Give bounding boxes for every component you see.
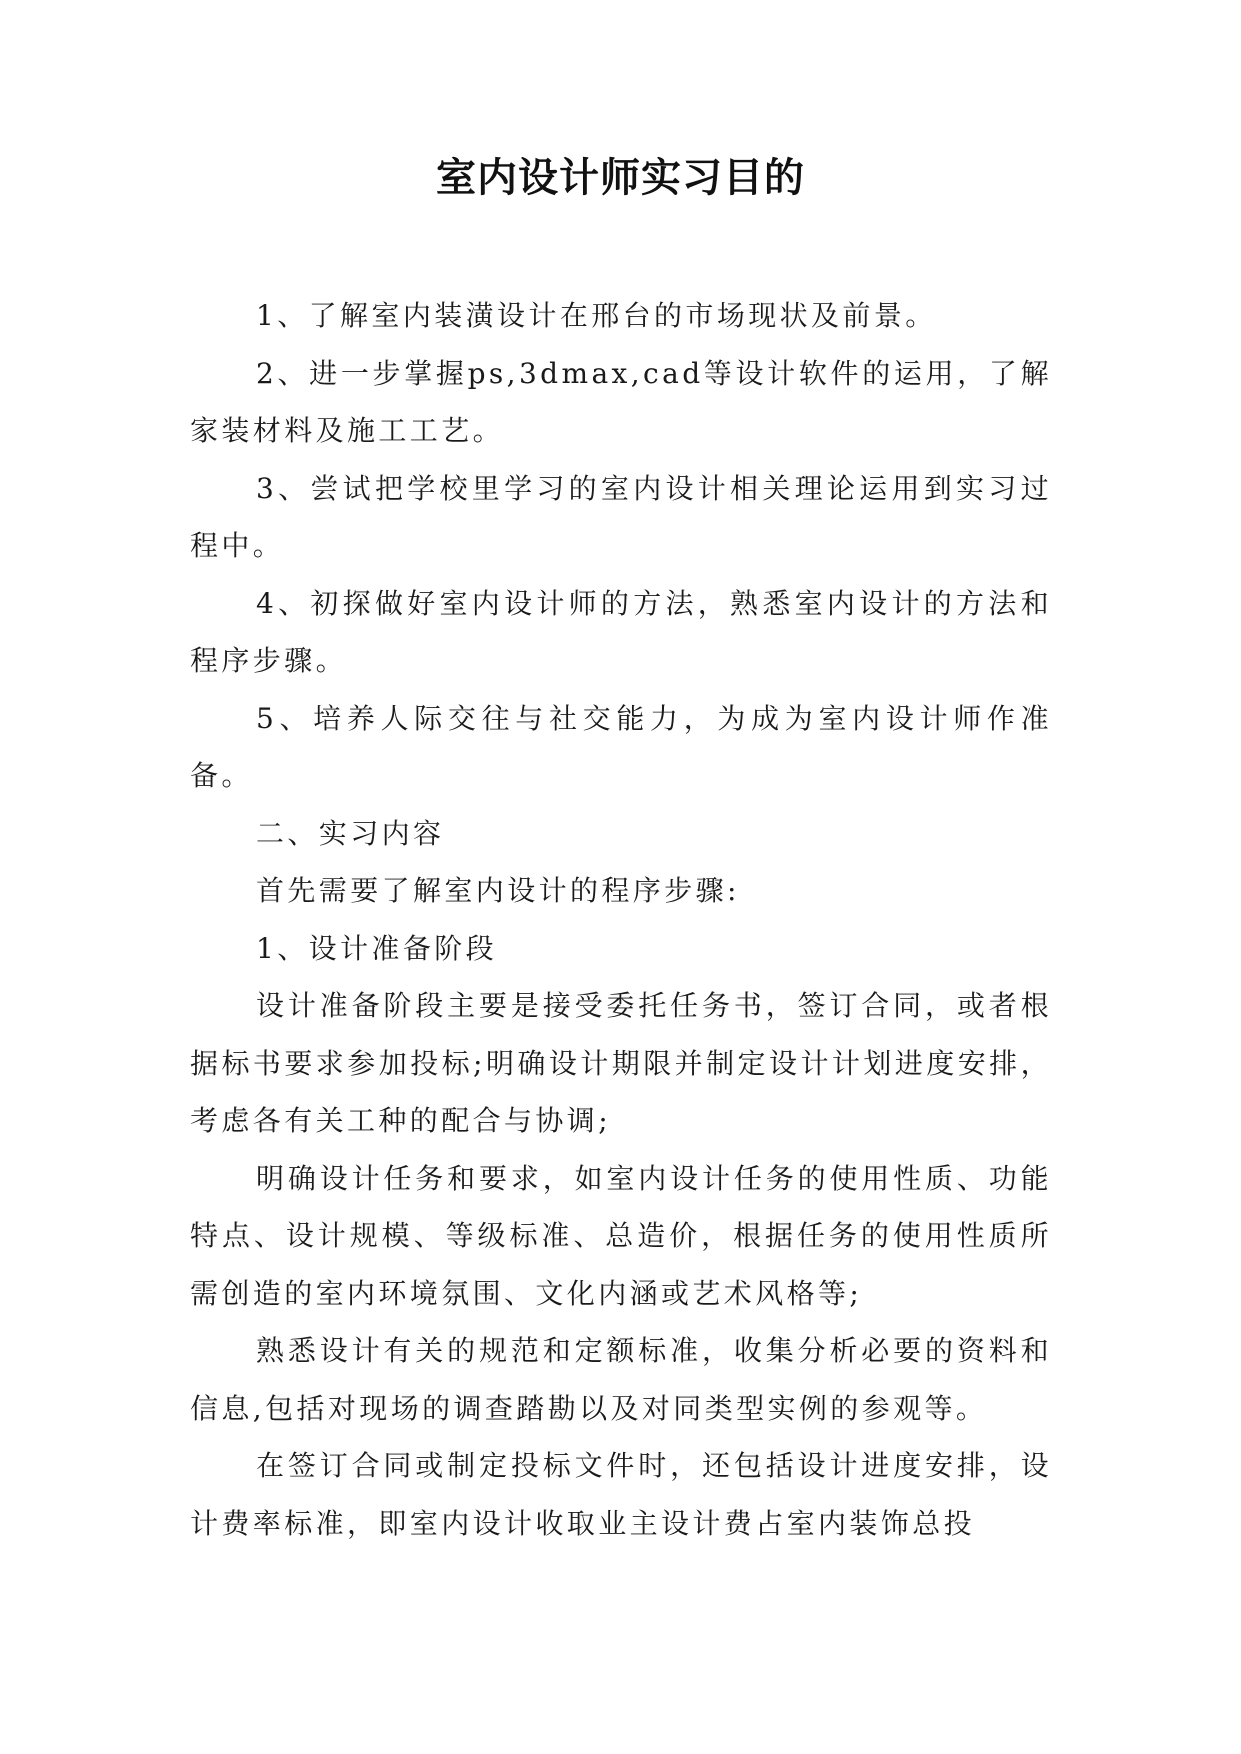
paragraph-goal-5: 5、培养人际交往与社交能力，为成为室内设计师作准备。 <box>190 701 1052 792</box>
paragraph-goal-3: 3、尝试把学校里学习的室内设计相关理论运用到实习过程中。 <box>190 471 1052 562</box>
paragraph-preparation-overview: 设计准备阶段主要是接受委托任务书，签订合同，或者根据标书要求参加投标;明确设计期限并制定设计计划进度安排，考虑各有关工种的配合与协调; <box>190 989 1052 1137</box>
section-heading-internship-content: 二、实习内容 <box>256 816 445 850</box>
document-body <box>190 287 1052 1552</box>
document-title: 室内设计师实习目的 <box>436 154 805 201</box>
paragraph-goal-2: 2、进一步掌握ps,3dmax,cad等设计软件的运用，了解家装材料及施工工艺。 <box>190 356 1052 447</box>
paragraph-contract-and-fees: 在签订合同或制定投标文件时，还包括设计进度安排，设计费率标准，即室内设计收取业主设计费占室内装饰总投 <box>190 1449 1052 1540</box>
paragraph-design-requirements: 明确设计任务和要求，如室内设计任务的使用性质、功能特点、设计规模、等级标准、总造价，根据任务的使用性质所需创造的室内环境氛围、文化内涵或艺术风格等; <box>190 1161 1052 1310</box>
paragraph-goal-1: 1、了解室内装潢设计在邢台的市场现状及前景。 <box>256 299 937 332</box>
paragraph-intro-steps: 首先需要了解室内设计的程序步骤: <box>256 874 740 907</box>
paragraph-goal-4: 4、初探做好室内设计师的方法，熟悉室内设计的方法和程序步骤。 <box>190 586 1052 677</box>
subheading-design-preparation: 1、设计准备阶段 <box>256 931 498 965</box>
paragraph-standards-and-research: 熟悉设计有关的规范和定额标准，收集分析必要的资料和信息,包括对现场的调查踏勘以及对同类型实例的参观等。 <box>190 1334 1052 1425</box>
